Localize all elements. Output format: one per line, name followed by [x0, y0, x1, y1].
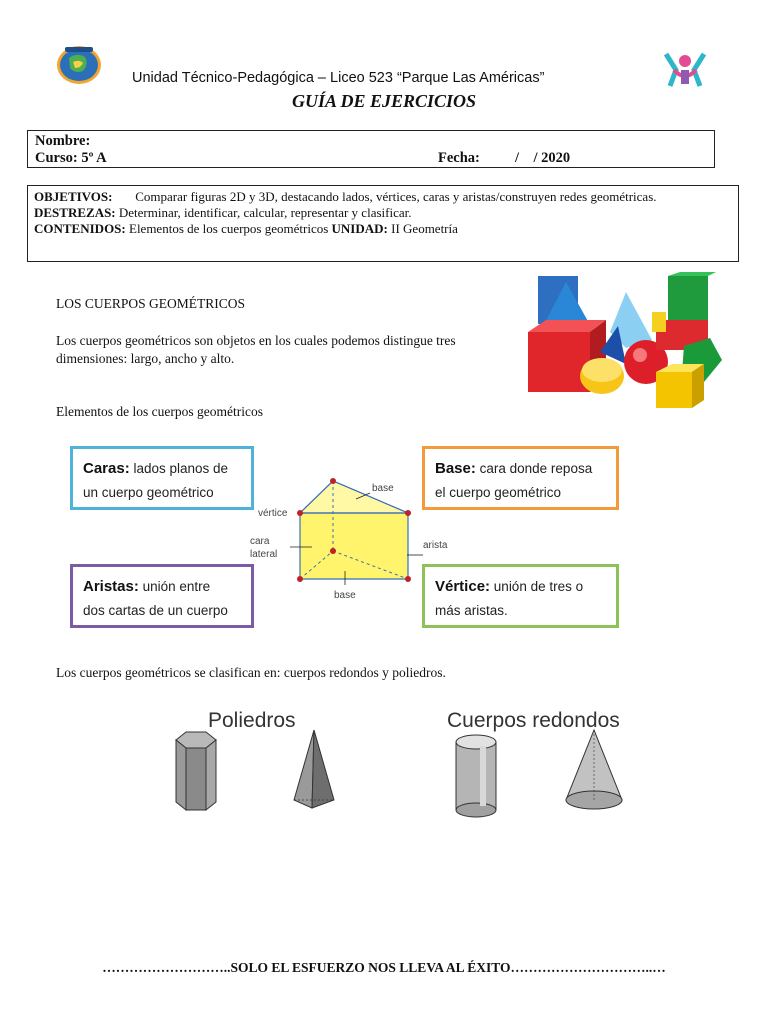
poliedros-title: Poliedros: [208, 709, 296, 732]
objetivos-line: [34, 189, 732, 205]
vertice-text-1: unión de tres o: [493, 579, 584, 594]
school-logo: [55, 44, 103, 86]
prism-base-top-label: base: [372, 483, 394, 494]
prism-base-bottom-label: base: [334, 590, 356, 601]
destrezas-text: Determinar, identificar, calcular, representar y clasificar.: [118, 205, 412, 220]
base-text-1: cara donde reposa: [479, 461, 593, 476]
intro-line-2: dimensiones: largo, ancho y alto.: [56, 351, 235, 366]
caras-box: [70, 446, 254, 510]
base-label: Base:: [435, 460, 476, 477]
objetivos-label: OBJETIVOS:: [34, 189, 113, 204]
institution-logo: [662, 48, 708, 88]
school-name: Unidad Técnico-Pedagógica – Liceo 523 “Parque Las Américas”: [132, 70, 545, 86]
elements-heading: Elementos de los cuerpos geométricos: [56, 404, 263, 419]
course-label: Curso: 5º A: [35, 150, 107, 166]
unidad-text: II Geometría: [391, 221, 458, 236]
name-label: Nombre:: [35, 133, 91, 149]
objectives-box: [27, 185, 739, 262]
classification-text: Los cuerpos geométricos se clasifican en: cuerpos redondos y poliedros.: [56, 665, 446, 680]
base-box: [422, 446, 619, 510]
vertice-text-2: más aristas.: [435, 603, 508, 618]
unidad-label: UNIDAD:: [331, 221, 388, 236]
student-info-box: [27, 130, 715, 168]
prism-arista-label: arista: [423, 540, 448, 551]
page-title: GUÍA DE EJERCICIOS: [291, 91, 477, 111]
aristas-box: [70, 564, 254, 628]
caras-text-1: lados planos de: [133, 461, 229, 476]
section-heading: LOS CUERPOS GEOMÉTRICOS: [56, 296, 246, 311]
arista-arrow: [407, 544, 423, 548]
pyramid-figure: [290, 728, 338, 810]
caras-text-2: un cuerpo geométrico: [83, 485, 214, 500]
date-label: Fecha:: [438, 150, 480, 166]
intro-line-1: Los cuerpos geométricos son objetos en los cuales podemos distingue tres: [56, 333, 456, 348]
contenidos-line: [34, 221, 732, 237]
base-text-2: el cuerpo geométrico: [435, 485, 562, 500]
contenidos-label: CONTENIDOS:: [34, 221, 126, 236]
aristas-text-1: unión entre: [142, 579, 211, 594]
vertice-label: Vértice:: [435, 578, 491, 595]
cone-figure: [562, 728, 626, 812]
vertice-box: [422, 564, 619, 628]
date-value: / / 2020: [515, 150, 571, 166]
objetivos-text: Comparar figuras 2D y 3D, destacando lados, vértices, caras y aristas/construyen redes geométricas.: [135, 189, 657, 204]
destrezas-label: DESTREZAS:: [34, 205, 116, 220]
aristas-text-2: dos cartas de un cuerpo: [83, 603, 228, 618]
contenidos-text: Elementos de los cuerpos geométricos: [129, 221, 329, 236]
prism-lateral-label: lateral: [250, 549, 278, 560]
prism-vertice-label: vértice: [258, 508, 288, 519]
hexagonal-prism-figure: [172, 728, 220, 814]
footer-motto: ………………………..SOLO EL ESFUERZO NOS LLEVA AL ÉXITO…………………………..…: [102, 960, 666, 975]
triangular-prism-diagram: [290, 475, 420, 585]
cylinder-figure: [452, 734, 500, 818]
destrezas-line: [34, 205, 732, 221]
prism-cara-label: cara: [250, 536, 270, 547]
cuerpos-redondos-title: Cuerpos redondos: [447, 709, 620, 732]
geometric-solids-image: [526, 272, 726, 418]
caras-label: Caras:: [83, 460, 130, 477]
aristas-label: Aristas:: [83, 578, 139, 595]
